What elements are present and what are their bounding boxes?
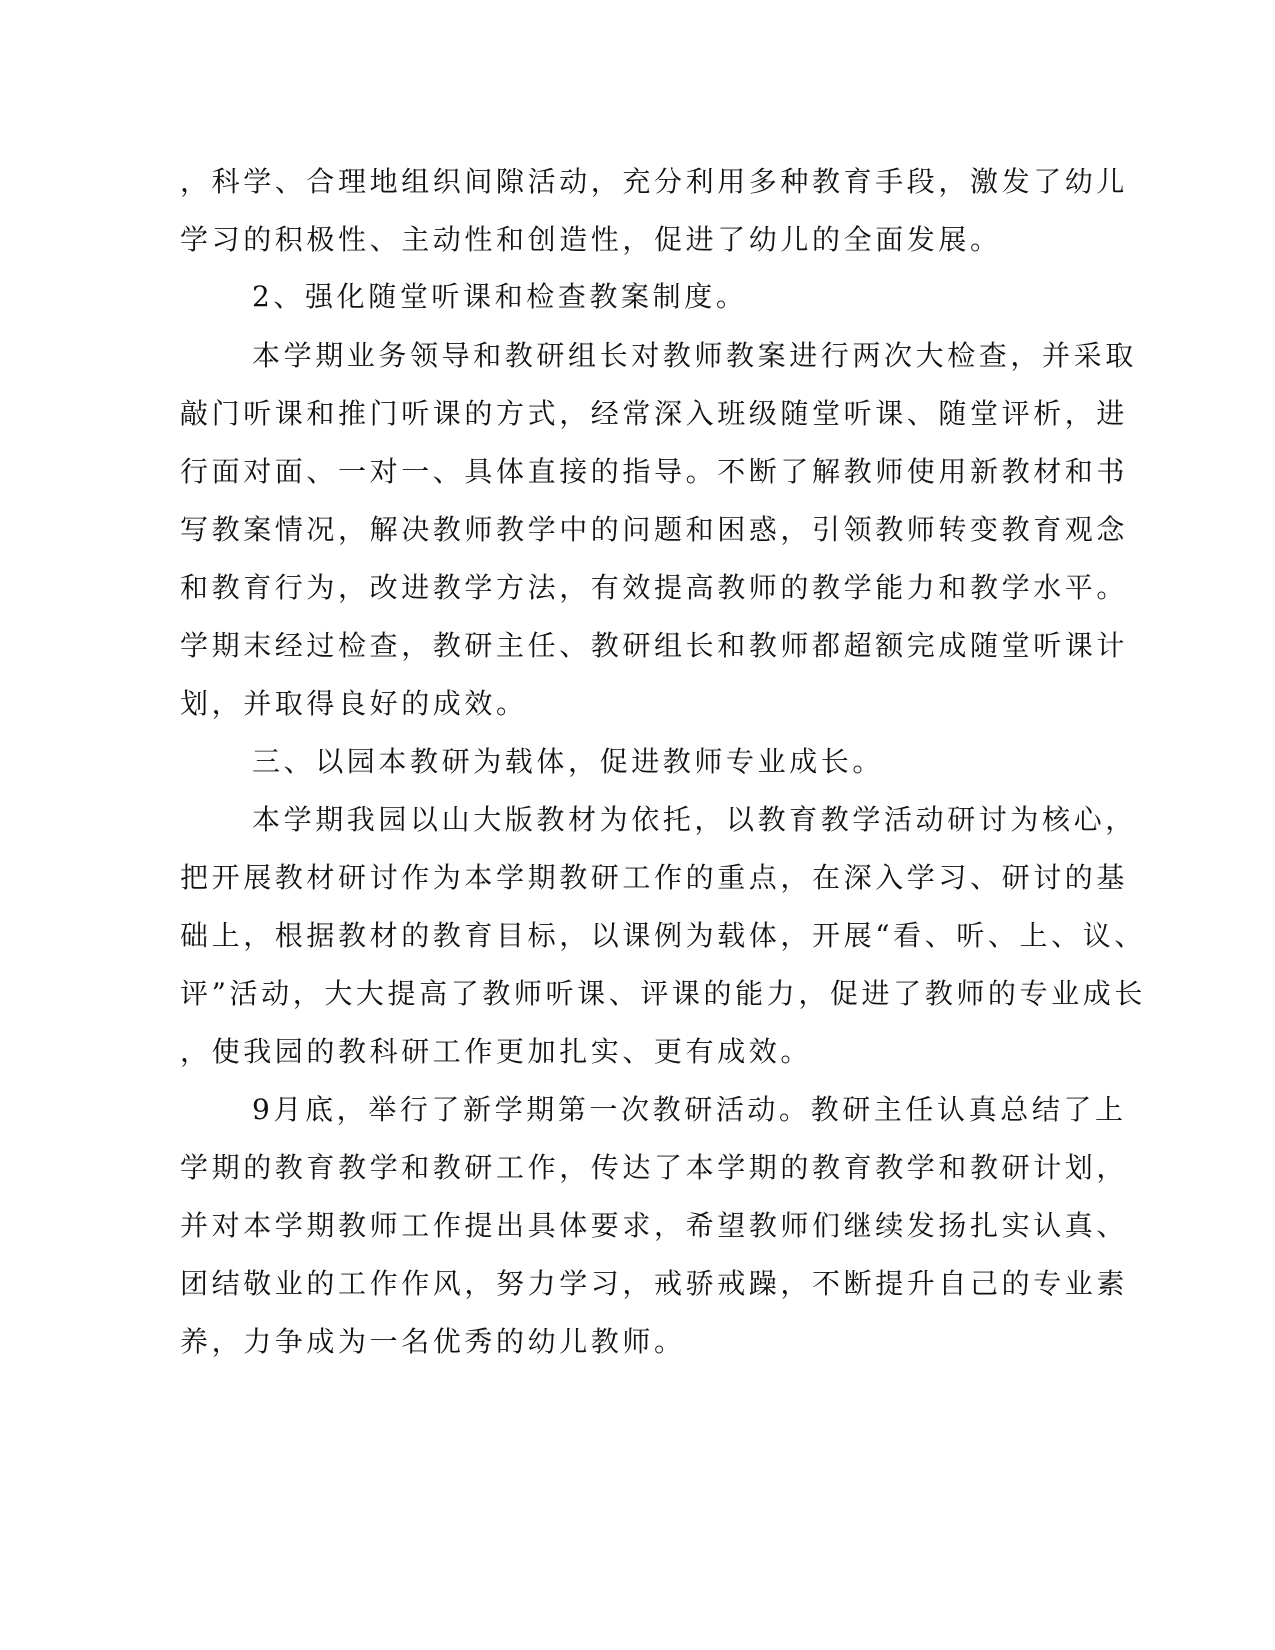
section-heading: 三、以园本教研为载体，促进教师专业成长。 (252, 745, 885, 778)
list-item-heading: 2、强化随堂听课和检查教案制度。 (252, 280, 748, 313)
text-line: 把开展教材研讨作为本学期教研工作的重点，在深入学习、研讨的基 (180, 861, 1129, 894)
text-line: 9月底，举行了新学期第一次教研活动。教研主任认真总结了上 (252, 1093, 1127, 1126)
text-line: 本学期我园以山大版教材为依托，以教育教学活动研讨为核心， (252, 803, 1137, 836)
text-line: 学期的教育教学和教研工作，传达了本学期的教育教学和教研计划， (180, 1151, 1129, 1184)
text-line: 学习的积极性、主动性和创造性，促进了幼儿的全面发展。 (180, 223, 1002, 256)
text-line: 础上，根据教材的教育目标，以课例为载体，开展“看、听、上、议、 (180, 919, 1146, 952)
text-line: 写教案情况，解决教师教学中的问题和困惑，引领教师转变教育观念 (180, 513, 1129, 546)
text-line: 养，力争成为一名优秀的幼儿教师。 (180, 1325, 686, 1358)
text-line: 学期末经过检查，教研主任、教研组长和教师都超额完成随堂听课计 (180, 629, 1129, 662)
text-line: 团结敬业的工作作风，努力学习，戒骄戒躁，不断提升自己的专业素 (180, 1267, 1129, 1300)
text-line: 行面对面、一对一、具体直接的指导。不断了解教师使用新教材和书 (180, 455, 1129, 488)
text-line: 评”活动，大大提高了教师听课、评课的能力，促进了教师的专业成长 (180, 977, 1146, 1010)
text-line: 和教育行为，改进教学方法，有效提高教师的教学能力和教学水平。 (180, 571, 1129, 604)
text-line: ，科学、合理地组织间隙活动，充分利用多种教育手段，激发了幼儿 (180, 165, 1129, 198)
text-line: ，使我园的教科研工作更加扎实、更有成效。 (180, 1035, 813, 1068)
text-line: 划，并取得良好的成效。 (180, 687, 528, 720)
text-line: 本学期业务领导和教研组长对教师教案进行两次大检查，并采取 (252, 339, 1137, 372)
text-line: 并对本学期教师工作提出具体要求，希望教师们继续发扬扎实认真、 (180, 1209, 1129, 1242)
text-line: 敲门听课和推门听课的方式，经常深入班级随堂听课、随堂评析，进 (180, 397, 1129, 430)
